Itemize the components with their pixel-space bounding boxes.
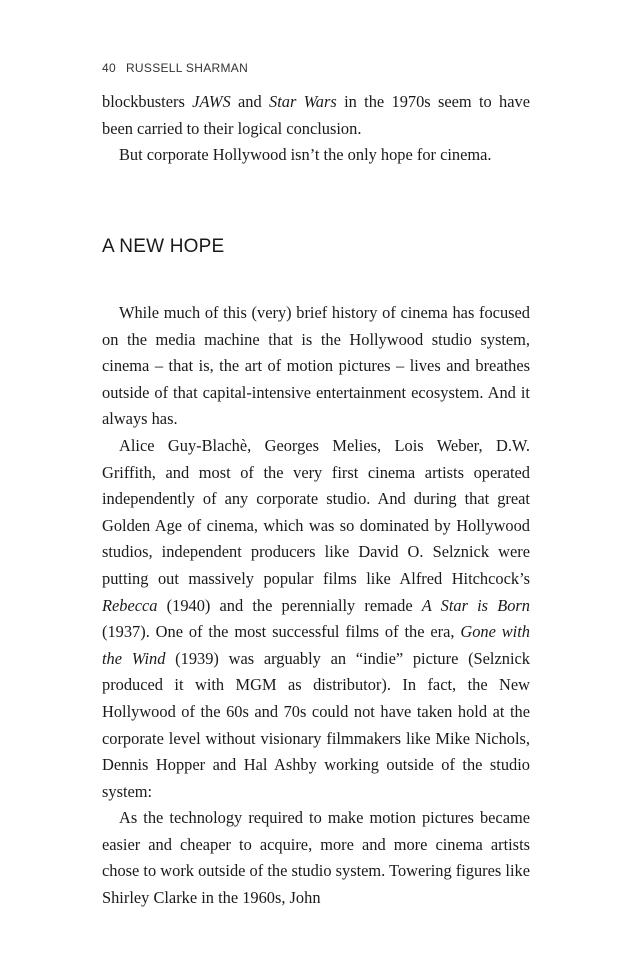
paragraph	[102, 433, 530, 805]
film-title: Star Wars	[269, 92, 337, 111]
page-number: 40	[102, 61, 116, 75]
text-run: (1937). One of the most successful films of the era,	[102, 622, 461, 642]
running-header	[102, 61, 248, 75]
paragraph: While much of this (very) brief history of cinema has focused on the media machine that is the Hollywood studio system, cinema – that is, the art of motion pictures – lives and breathes outside of that capital-intensive entertainment ecosystem. And it always has.	[102, 303, 530, 429]
section-heading: A NEW HOPE	[102, 236, 225, 257]
text-run: Alice Guy-Blachè, Georges Melies, Lois Weber, D.W. Griffith, and most of the very first cinema artists operated independently of any corporate studio. And during that great Golden Age of cinema, which was so dominated by Hollywood studios, independent producers like David O. Selznick were putting out massively popular films like Alfred Hitchcock’s	[102, 435, 530, 588]
film-title: Gone with the Wind	[102, 622, 530, 668]
paragraph: As the technology required to make motion pictures became easier and cheaper to acquire, more and more cinema artists chose to work outside of the studio system. Towering figures like Shirley Clarke in the 1960s, John	[102, 808, 530, 908]
text-run: (1939) was arguably an “indie” picture (Selznick produced it with MGM as distributor). In fact, the New Hollywood of the 60s and 70s could not have taken hold at the corporate level without visionary filmmakers like Mike Nichols, Dennis Hopper and Hal Ashby working outside of the studio system:	[102, 648, 530, 801]
paragraph-continued	[102, 89, 530, 142]
film-title: Rebecca	[102, 595, 158, 615]
text-run: and	[230, 92, 270, 111]
text-run: blockbusters	[102, 92, 193, 111]
text-run: in the 1970s seem to have been carried to their logical conclusion.	[102, 92, 530, 138]
paragraph: But corporate Hollywood isn’t the only hope for cinema.	[119, 145, 492, 165]
film-title: A Star is Born	[421, 595, 530, 615]
section-body	[102, 300, 530, 912]
author-name: RUSSELL SHARMAN	[125, 61, 249, 75]
opening-text	[102, 89, 530, 169]
film-title: JAWS	[192, 92, 231, 111]
text-run: (1940) and the perennially remade	[157, 595, 422, 615]
